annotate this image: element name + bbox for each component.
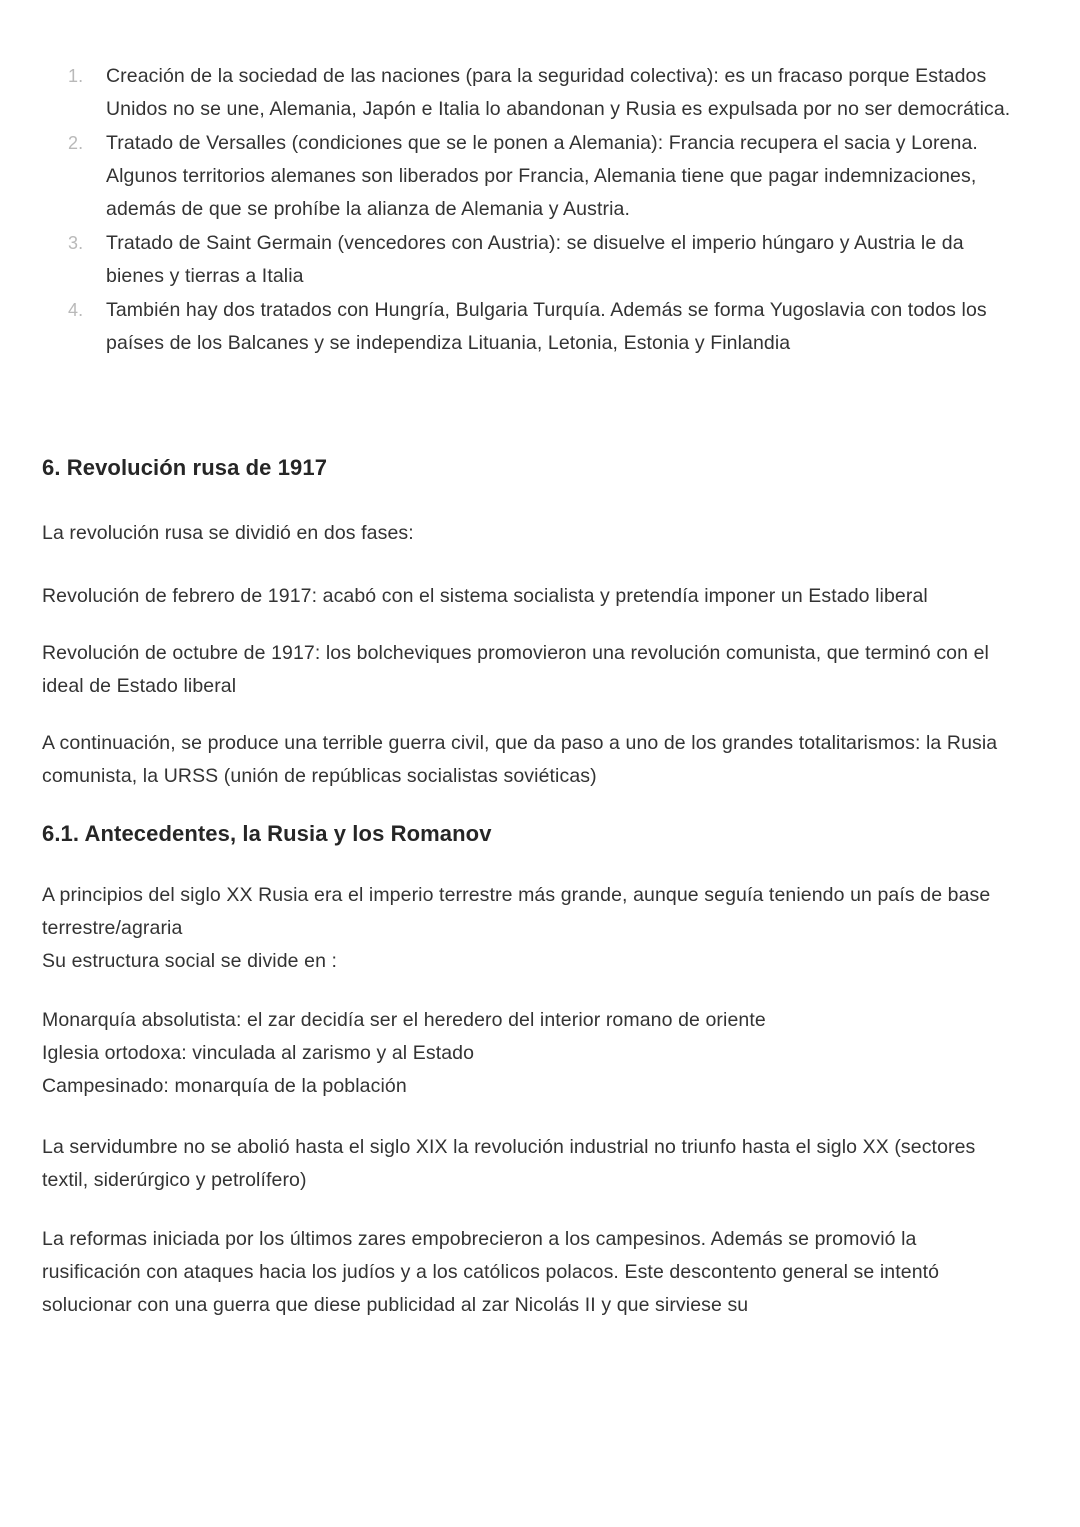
paragraph-continuacion: A continuación, se produce una terrible guerra civil, que da paso a uno de los grandes totalitarismos: la Rusia comunista, la URSS (unión de repúblicas socialistas soviéticas) [42, 732, 998, 787]
section-heading-6: 6. Revolución rusa de 1917 [42, 455, 328, 480]
spacer [42, 849, 1018, 879]
treaties-ordered-list [42, 60, 1018, 360]
paragraph-principios: A principios del siglo XX Rusia era el imperio terrestre más grande, aunque seguía teniendo un país de base terrestre/agraria [42, 884, 991, 939]
spacer [42, 978, 1018, 1004]
spacer [42, 1103, 1018, 1131]
spacer [42, 1197, 1018, 1223]
paragraph-group-estructura [42, 879, 1018, 978]
spacer [42, 483, 1018, 517]
list-item: Tratado de Saint Germain (vencedores con Austria): se disuelve el imperio húngaro y Austria le da bienes y tierras a Italia [106, 232, 964, 287]
paragraph-monarquia: Monarquía absolutista: el zar decidía ser el heredero del interior romano de oriente [42, 1009, 766, 1031]
section-heading-6-1: 6.1. Antecedentes, la Rusia y los Romanov [42, 821, 492, 846]
list-item: Creación de la sociedad de las naciones (para la seguridad colectiva): es un fracaso porque Estados Unidos no se une, Alemania, Japón e Italia lo abandonan y Rusia es expulsada por no ser democrática. [106, 65, 1011, 120]
paragraph-servidumbre: La servidumbre no se abolió hasta el siglo XIX la revolución industrial no triunfo hasta el siglo XX (sectores textil, siderúrgico y petrolífero) [42, 1136, 976, 1191]
paragraph-iglesia: Iglesia ortodoxa: vinculada al zarismo y al Estado [42, 1042, 475, 1064]
paragraph-intro: La revolución rusa se dividió en dos fases: [42, 522, 414, 544]
paragraph-octubre: Revolución de octubre de 1917: los bolcheviques promovieron una revolución comunista, que terminó con el ideal de Estado liberal [42, 642, 989, 697]
spacer [42, 613, 1018, 637]
spacer [42, 793, 1018, 819]
spacer [42, 703, 1018, 727]
list-item: También hay dos tratados con Hungría, Bulgaria Turquía. Además se forma Yugoslavia con todos los países de los Balcanes y se independiza Lituania, Letonia, Estonia y Finlandia [106, 299, 987, 354]
paragraph-group-clases [42, 1004, 1018, 1103]
section-spacer [42, 361, 1018, 453]
spacer [42, 550, 1018, 580]
paragraph-reformas: La reformas iniciada por los últimos zares empobrecieron a los campesinos. Además se promovió la rusificación con ataques hacia los judíos y a los católicos polacos. Este descontento general se intentó solucionar con una guerra que diese publicidad al zar Nicolás II y que sirviese su [42, 1228, 940, 1316]
paragraph-estructura: Su estructura social se divide en : [42, 950, 338, 972]
paragraph-febrero: Revolución de febrero de 1917: acabó con el sistema socialista y pretendía imponer un Estado liberal [42, 585, 928, 607]
paragraph-campesinado: Campesinado: monarquía de la población [42, 1075, 407, 1097]
list-item: Tratado de Versalles (condiciones que se le ponen a Alemania): Francia recupera el sacia y Lorena. Algunos territorios alemanes son liberados por Francia, Alemania tiene que pagar indemnizaciones, además de que se prohíbe la alianza de Alemania y Austria. [106, 132, 978, 220]
